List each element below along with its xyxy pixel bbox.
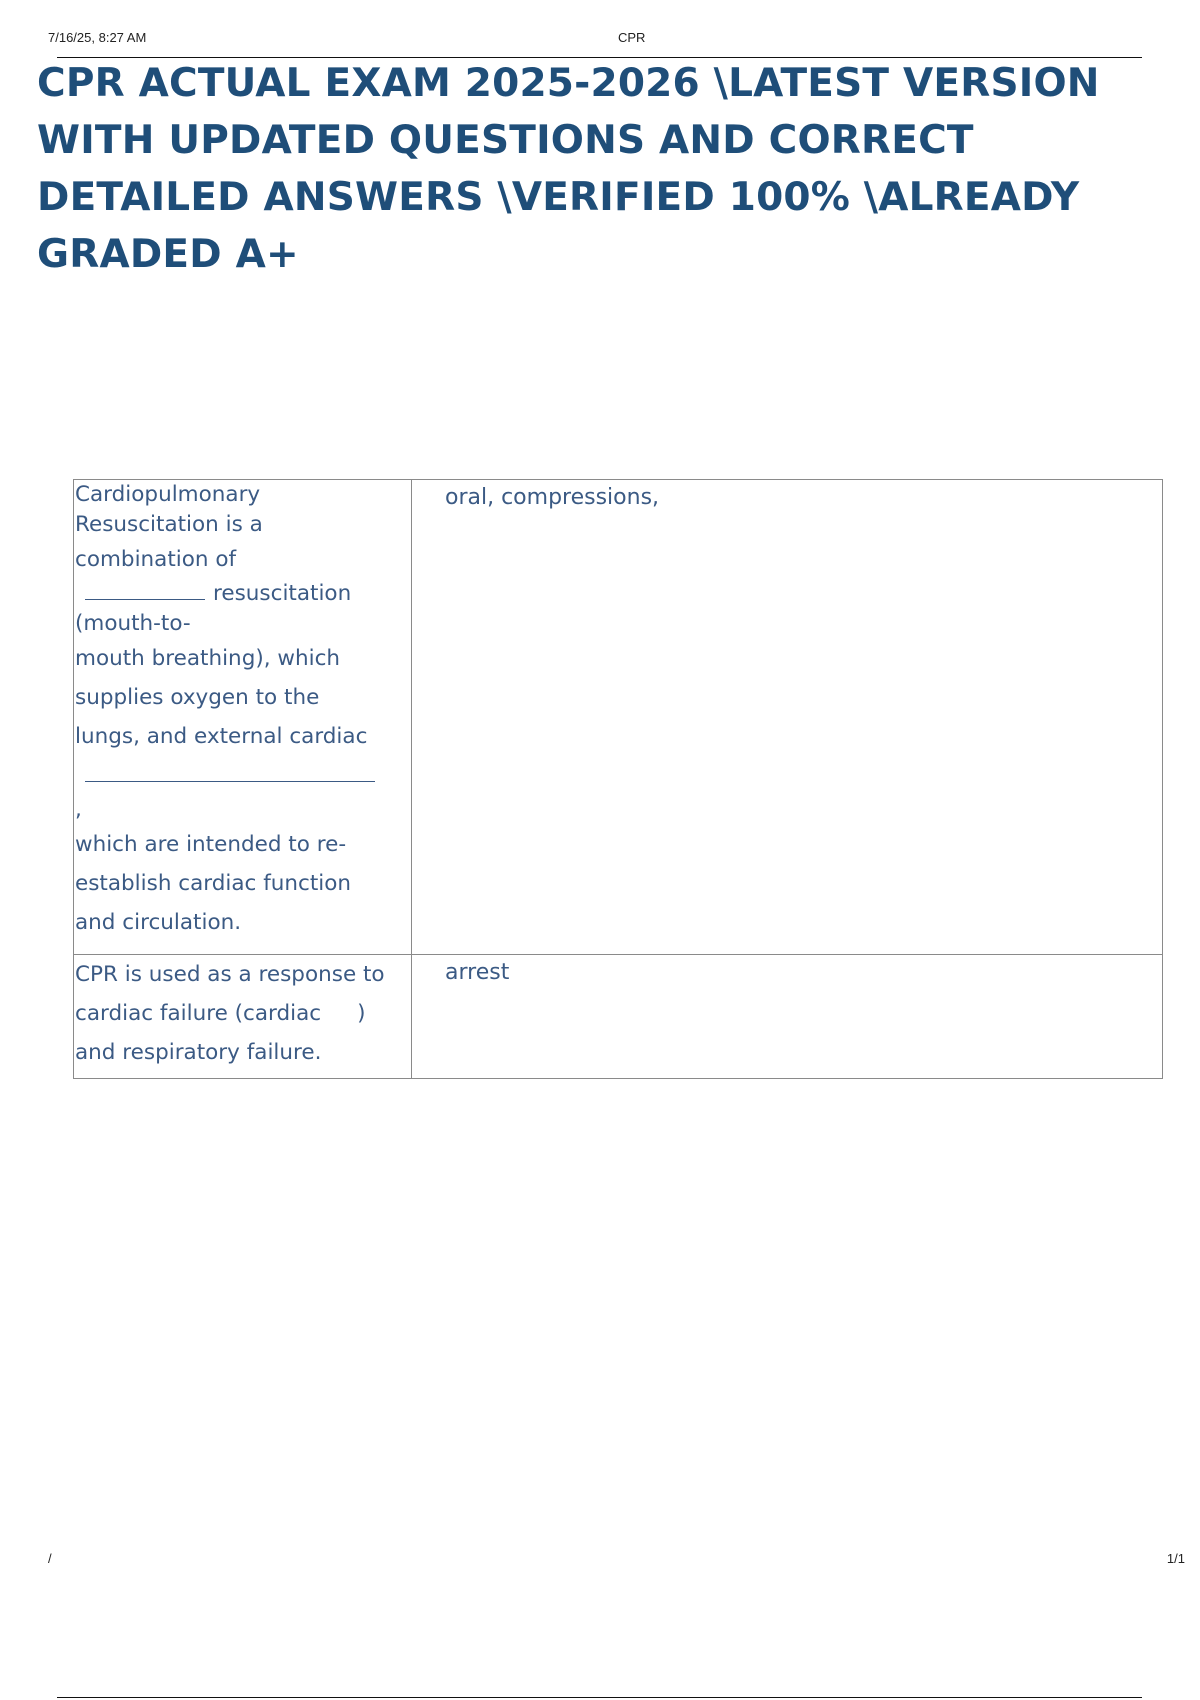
question-line-with-blank	[75, 579, 411, 609]
answer-cell	[412, 955, 1163, 1079]
question-line: combination of	[75, 547, 237, 572]
question-line: resuscitation	[213, 581, 352, 606]
question-line: Cardiopulmonary	[75, 482, 261, 507]
print-datetime: 7/16/25, 8:27 AM	[48, 30, 147, 45]
question-line: Resuscitation is a	[75, 512, 263, 537]
footer-divider	[57, 1697, 1142, 1698]
question-line: lungs, and external cardiac	[75, 724, 368, 749]
question-line: which are intended to re-	[75, 832, 347, 857]
print-page-label: CPR	[618, 30, 646, 45]
question-line: )	[357, 1001, 366, 1026]
print-header	[48, 30, 1145, 54]
question-line: cardiac failure (cardiac	[75, 1001, 322, 1026]
footer-left-text: /	[48, 1551, 52, 1566]
answer-cell	[412, 480, 1163, 955]
answer-text: arrest	[445, 960, 510, 985]
table-row	[74, 955, 1163, 1079]
fill-in-blank	[85, 583, 205, 600]
document-title: CPR ACTUAL EXAM 2025-2026 \LATEST VERSION WITH UPDATED QUESTIONS AND CORRECT DETAILED ANSWERS \VERIFIED 100% \ALREADY GRADED A+	[37, 61, 1100, 277]
qa-table	[73, 479, 1163, 1079]
question-line: mouth breathing), which	[75, 646, 341, 671]
question-line-blank	[75, 756, 411, 795]
table-row	[74, 480, 1163, 955]
question-line: supplies oxygen to the	[75, 685, 320, 710]
question-line: and respiratory failure.	[75, 1040, 322, 1065]
question-line-with-blank	[75, 994, 411, 1033]
question-cell	[74, 955, 412, 1079]
fill-in-blank	[85, 765, 375, 782]
question-line: (mouth-to-	[75, 611, 191, 636]
question-line: CPR is used as a response to	[75, 962, 385, 987]
question-cell	[74, 480, 412, 955]
answer-text: oral, compressions,	[445, 485, 660, 510]
question-line: ,	[75, 797, 82, 822]
question-line: establish cardiac function	[75, 871, 352, 896]
page-number: 1/1	[1166, 1551, 1185, 1566]
question-line: and circulation.	[75, 910, 242, 935]
